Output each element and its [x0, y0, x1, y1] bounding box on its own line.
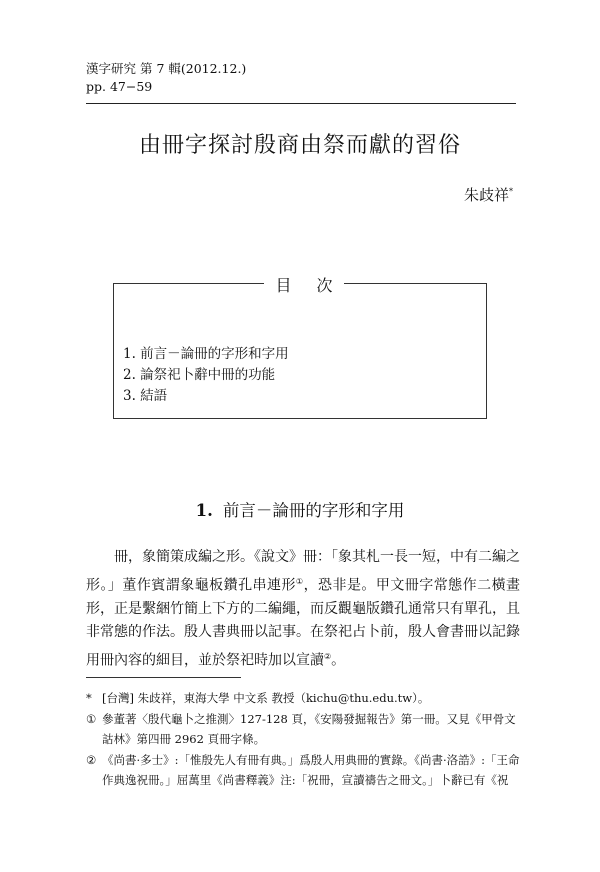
paragraph: [86, 546, 520, 673]
paragraph-text: 。: [331, 652, 346, 669]
footnote-ref: ①: [295, 576, 304, 586]
toc-list: [123, 344, 289, 407]
author-footnote-mark: *: [509, 187, 513, 196]
page-range: pp. 47−59: [86, 79, 153, 94]
footnote-text: [台灣] 朱歧祥，東海大學 中文系 教授（kichu@thu.edu.tw）。: [102, 691, 430, 705]
author-name: 朱歧祥: [463, 186, 509, 204]
footnote-mark: ②: [86, 753, 97, 767]
footnote: [86, 709, 520, 749]
footnote-text: 《尚書·多士》:「惟殷先人有冊有典。」爲殷人用典冊的實錄。《尚書·洛誥》:「王命作典逸祝冊。」屈萬里《尚書釋義》注:「祝冊，宣讀禱告之冊文。」卜辭已有《祝: [102, 753, 520, 787]
paragraph-text: ，恐非是。甲文冊字常態作二橫畫形，正是繫綑竹簡上下方的二編繩，而反觀龜版鑽孔通常只有單孔，且非常態的作法。殷人書典冊以記事。在祭祀占卜前，殷人會書冊以記錄用冊內容的細目，並於祭祀時加以宣讀: [86, 577, 521, 669]
toc-title: 目 次: [264, 273, 344, 296]
toc-item: 2. 論祭祀卜辭中冊的功能: [123, 367, 276, 383]
footnotes: [86, 688, 520, 791]
author: [464, 184, 513, 205]
footnote-text: 參董著〈殷代龜卜之推測〉127-128 頁，《安陽發掘報告》第一冊。又見《甲骨文詁林》第四冊 2962 頁冊字條。: [102, 712, 516, 746]
body-text: [86, 546, 520, 673]
paper-title: 由冊字探討殷商由祭而獻的習俗: [138, 133, 461, 158]
footnote-rule: [86, 677, 241, 678]
section-title: 前言－論冊的字形和字用: [222, 501, 405, 520]
header-rule: [86, 103, 516, 104]
footnote: [86, 750, 520, 790]
toc-item: 3. 結語: [123, 388, 168, 404]
toc-item: 1. 前言－論冊的字形和字用: [123, 346, 289, 362]
section-heading: [0, 497, 600, 521]
footnote-mark: ①: [86, 712, 97, 726]
footnote: [86, 688, 520, 708]
running-header: [86, 60, 246, 96]
footnote-mark: *: [86, 691, 92, 705]
section-number: 1.: [195, 501, 213, 520]
journal-title: 漢字研究 第 7 輯(2012.12.): [86, 61, 247, 76]
paragraph-text: 冊，象簡策成編之形。《說文》冊：「象其札一長一短，中有二編之形。」董作賓謂象龜板鑽孔串連形: [86, 549, 520, 594]
footnote-ref: ②: [324, 651, 332, 661]
